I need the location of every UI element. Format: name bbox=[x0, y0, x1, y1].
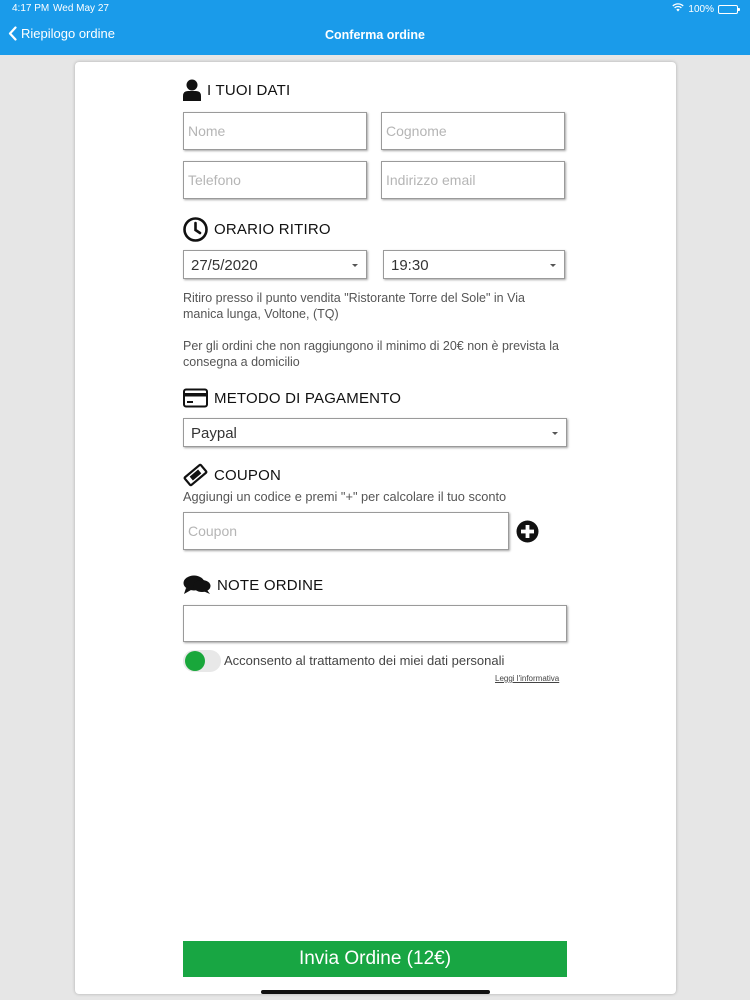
section-title-payment: METODO DI PAGAMENTO bbox=[214, 389, 402, 407]
status-bar bbox=[0, 0, 750, 18]
payment-method-select[interactable] bbox=[183, 418, 567, 447]
section-payment-method bbox=[183, 388, 401, 408]
caret-down-icon bbox=[550, 264, 556, 267]
pickup-date-value: 27/5/2020 bbox=[191, 257, 258, 274]
order-notes-input[interactable] bbox=[183, 605, 567, 642]
email-field[interactable]: Indirizzo email bbox=[381, 161, 565, 199]
credit-card-icon bbox=[183, 388, 208, 408]
minimum-order-info: Per gli ordini che non raggiungono il minimo di 20€ non è prevista la consegna a domicilio bbox=[183, 339, 559, 369]
section-order-notes bbox=[183, 575, 323, 595]
section-title-coupon: COUPON bbox=[214, 466, 282, 484]
add-coupon-button[interactable] bbox=[516, 520, 539, 548]
coupon-input[interactable]: Coupon bbox=[183, 512, 509, 550]
pickup-time-select[interactable] bbox=[383, 250, 565, 279]
clock-icon bbox=[183, 217, 208, 242]
status-time: 4:17 PM bbox=[12, 3, 50, 14]
section-title-notes: NOTE ORDINE bbox=[217, 576, 324, 594]
pickup-location-info: Ritiro presso il punto vendita "Ristorante Torre del Sole" in Via manica lunga, Voltone, (TQ) bbox=[183, 291, 525, 321]
consent-toggle[interactable] bbox=[183, 650, 221, 672]
status-date: Wed May 27 bbox=[53, 3, 109, 14]
home-indicator bbox=[261, 990, 490, 994]
caret-down-icon bbox=[552, 432, 558, 435]
navigation-bar bbox=[0, 18, 750, 55]
toggle-knob bbox=[185, 651, 205, 671]
submit-order-button[interactable]: Invia Ordine (12€) bbox=[183, 941, 567, 977]
section-title-personal: I TUOI DATI bbox=[207, 81, 291, 99]
wifi-icon bbox=[672, 3, 684, 15]
phone-field[interactable]: Telefono bbox=[183, 161, 367, 199]
privacy-policy-link[interactable]: Leggi l'informativa bbox=[495, 674, 560, 683]
ticket-icon bbox=[183, 463, 208, 487]
pickup-time-value: 19:30 bbox=[391, 257, 429, 274]
coupon-hint: Aggiungi un codice e premi "+" per calcolare il tuo sconto bbox=[183, 489, 507, 504]
plus-circle-icon bbox=[516, 520, 539, 543]
section-title-pickup: ORARIO RITIRO bbox=[214, 221, 331, 238]
user-icon bbox=[183, 79, 201, 101]
page-title: Conferma ordine bbox=[324, 28, 425, 42]
status-right bbox=[672, 3, 738, 15]
section-pickup-time bbox=[183, 217, 331, 242]
battery-icon bbox=[718, 5, 738, 14]
back-label: Riepilogo ordine bbox=[21, 26, 115, 41]
payment-method-value: Paypal bbox=[191, 425, 237, 442]
battery-percent: 100% bbox=[688, 3, 714, 15]
pickup-date-select[interactable] bbox=[183, 250, 367, 279]
surname-field[interactable]: Cognome bbox=[381, 112, 565, 150]
chat-bubbles-icon bbox=[183, 575, 211, 595]
consent-label: Acconsento al trattamento dei miei dati personali bbox=[224, 653, 505, 668]
section-personal-data bbox=[183, 79, 290, 101]
section-coupon bbox=[183, 463, 281, 487]
caret-down-icon bbox=[352, 264, 358, 267]
name-field[interactable]: Nome bbox=[183, 112, 367, 150]
